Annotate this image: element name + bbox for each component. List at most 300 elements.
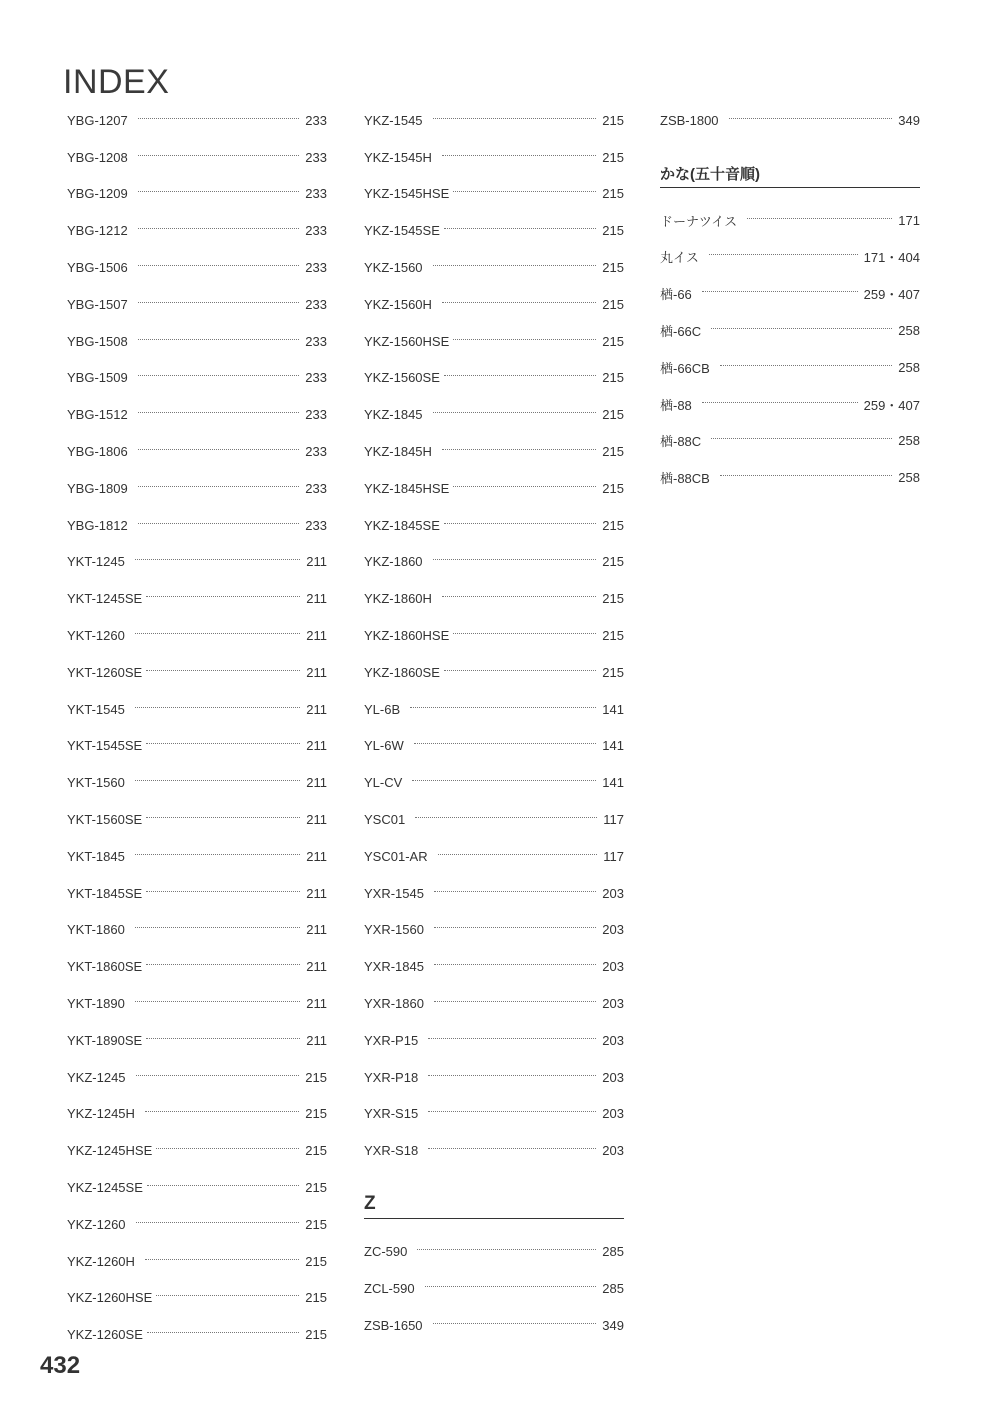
index-entry (364, 801, 624, 838)
dot-leader (453, 633, 596, 634)
dot-leader (434, 927, 596, 928)
entry-page: 211 (306, 775, 327, 791)
entry-name: YKZ-1260SE (67, 1327, 143, 1343)
dot-leader (135, 707, 300, 708)
dot-leader (428, 1075, 596, 1076)
dot-leader (138, 302, 300, 303)
dot-leader (711, 438, 892, 439)
entry-name: YKZ-1860HSE (364, 628, 450, 644)
index-column-2 (364, 102, 624, 1344)
entry-name: YKT-1260SE (67, 664, 143, 680)
dot-leader (434, 964, 596, 965)
dot-leader (147, 1332, 299, 1333)
index-entry (67, 728, 327, 765)
entry-page: 215 (602, 628, 624, 644)
entry-name: 楢-88 (660, 397, 692, 413)
index-entry (67, 249, 327, 286)
index-entry (364, 433, 624, 470)
dot-leader (156, 1295, 299, 1296)
entry-name: YBG-1506 (67, 260, 128, 276)
entry-name: ZC-590 (364, 1244, 408, 1259)
index-entry (364, 139, 624, 176)
index-entry (364, 985, 624, 1022)
entry-name: YKZ-1260 (67, 1216, 126, 1232)
entry-page: 233 (305, 223, 327, 239)
index-entry (67, 433, 327, 470)
index-entry (67, 801, 327, 838)
dot-leader (138, 486, 300, 487)
dot-leader (135, 633, 300, 634)
entry-page: 215 (305, 1216, 327, 1232)
entry-page: 215 (602, 517, 624, 533)
entry-name: YKZ-1545 (364, 112, 423, 128)
index-entry (67, 985, 327, 1022)
dot-leader (428, 1111, 596, 1112)
dot-leader (146, 743, 300, 744)
index-entry (67, 396, 327, 433)
section-heading: かな(五十音順) (660, 163, 920, 188)
index-entry (660, 459, 920, 496)
entry-name: YKZ-1860 (364, 554, 423, 570)
entry-name: YKT-1890 (67, 996, 125, 1012)
dot-leader (702, 402, 858, 403)
dot-leader (146, 1038, 300, 1039)
index-entry (67, 544, 327, 581)
index-entry (67, 948, 327, 985)
entry-name: YBG-1209 (67, 186, 128, 202)
entry-page: 211 (306, 701, 327, 717)
dot-leader (702, 291, 858, 292)
index-entry (364, 1059, 624, 1096)
entry-name: YKT-1560 (67, 775, 125, 791)
dot-leader (147, 1185, 299, 1186)
entry-name: YKZ-1260HSE (67, 1290, 153, 1306)
index-entry (364, 912, 624, 949)
entry-name: YBG-1508 (67, 333, 128, 349)
entry-page: 215 (305, 1106, 327, 1122)
entry-page: 258 (898, 359, 920, 375)
entry-page: 215 (305, 1180, 327, 1195)
index-entry (660, 202, 920, 239)
entry-page: 215 (305, 1069, 327, 1085)
entry-name: 楢-88CB (660, 471, 710, 487)
entry-page: 233 (305, 186, 327, 202)
dot-leader (433, 118, 597, 119)
index-entry (364, 249, 624, 286)
entry-name: YKT-1890SE (67, 1032, 143, 1048)
entry-page: 215 (602, 149, 624, 165)
entry-name: 楢-66C (660, 324, 702, 340)
entry-page: 203 (602, 1032, 624, 1048)
entry-page: 233 (305, 149, 327, 165)
dot-leader (442, 449, 596, 450)
index-entry (660, 239, 920, 276)
entry-name: YKZ-1245SE (67, 1180, 143, 1195)
entry-name: YKZ-1845 (364, 407, 423, 423)
index-entry (660, 312, 920, 349)
entry-page: 215 (602, 112, 624, 128)
entry-name: YXR-S15 (364, 1106, 419, 1122)
index-entry (364, 470, 624, 507)
entry-page: 203 (602, 885, 624, 901)
index-entry (67, 1132, 327, 1169)
entry-name: YKZ-1545HSE (364, 186, 450, 202)
entry-name: 楢-66 (660, 287, 692, 303)
entry-page: 215 (305, 1253, 327, 1269)
dot-leader (711, 328, 892, 329)
index-entry (364, 1270, 624, 1307)
dot-leader (444, 523, 596, 524)
entry-page: 233 (305, 444, 327, 460)
index-entry (67, 212, 327, 249)
index-entry (364, 176, 624, 213)
entry-page: 215 (602, 554, 624, 570)
index-entry (67, 1059, 327, 1096)
index-entry (364, 728, 624, 765)
index-entry (67, 1169, 327, 1206)
entry-page: 211 (306, 554, 327, 570)
index-entry (67, 580, 327, 617)
entry-page: 233 (305, 296, 327, 312)
entry-name: YXR-P15 (364, 1032, 419, 1048)
entry-page: 233 (305, 260, 327, 276)
index-entry (364, 1022, 624, 1059)
index-entry (364, 617, 624, 654)
entry-name: YBG-1809 (67, 480, 128, 496)
dot-leader (145, 1259, 299, 1260)
entry-page: 211 (306, 591, 327, 607)
entry-name: YKT-1845 (67, 848, 125, 864)
section-heading: Z (364, 1193, 624, 1219)
entry-name: YBG-1208 (67, 149, 128, 165)
index-entry (67, 139, 327, 176)
entry-name: YL-6B (364, 701, 401, 717)
entry-page: 215 (305, 1143, 327, 1159)
index-entry (67, 507, 327, 544)
dot-leader (442, 302, 596, 303)
index-entry (67, 1096, 327, 1133)
entry-name: YKT-1560SE (67, 812, 143, 828)
entry-name: YKT-1845SE (67, 885, 143, 901)
dot-leader (146, 596, 300, 597)
entry-name: ドーナツイス (660, 213, 738, 229)
entry-name: YBG-1507 (67, 296, 128, 312)
entry-page: 349 (898, 112, 920, 128)
entry-page: 215 (602, 333, 624, 349)
entry-name: YKT-1245SE (67, 591, 143, 607)
entry-name: YKT-1260 (67, 628, 125, 644)
index-entry (364, 507, 624, 544)
dot-leader (138, 228, 300, 229)
page-number: 432 (40, 1352, 81, 1379)
dot-leader (138, 339, 300, 340)
entry-name: YXR-P18 (364, 1069, 419, 1085)
dot-leader (138, 191, 300, 192)
entry-page: 203 (602, 996, 624, 1012)
entry-page: 117 (603, 812, 624, 828)
entry-name: YKZ-1845H (364, 444, 432, 460)
entry-name: 丸イス (660, 250, 699, 266)
entry-page: 203 (602, 1143, 624, 1159)
entry-page: 203 (602, 1069, 624, 1085)
dot-leader (729, 118, 893, 119)
index-entry (67, 654, 327, 691)
entry-page: 233 (305, 480, 327, 496)
index-entry (660, 275, 920, 312)
dot-leader (444, 670, 596, 671)
dot-leader (442, 596, 596, 597)
entry-page: 215 (602, 444, 624, 460)
index-entry (660, 423, 920, 460)
index-entry (67, 176, 327, 213)
entry-page: 171 (898, 212, 920, 228)
entry-page: 215 (602, 664, 624, 680)
page-title: INDEX (63, 62, 170, 101)
dot-leader (138, 118, 300, 119)
dot-leader (433, 412, 597, 413)
entry-name: YKZ-1545H (364, 149, 432, 165)
index-entry (364, 323, 624, 360)
dot-leader (145, 1111, 299, 1112)
entry-name: YKZ-1560 (364, 260, 423, 276)
dot-leader (135, 927, 300, 928)
entry-page: 233 (305, 407, 327, 423)
entry-page: 211 (306, 885, 327, 901)
entry-name: YKZ-1245H (67, 1106, 135, 1122)
index-entry (67, 691, 327, 728)
entry-page: 215 (602, 186, 624, 202)
dot-leader (433, 559, 597, 560)
index-column-1 (67, 102, 327, 1353)
dot-leader (414, 743, 597, 744)
dot-leader (146, 817, 300, 818)
dot-leader (433, 265, 597, 266)
entry-name: ZSB-1650 (364, 1317, 423, 1333)
dot-leader (425, 1286, 597, 1287)
entry-name: YKZ-1860H (364, 591, 432, 607)
entry-page: 141 (602, 775, 624, 791)
index-entry (67, 1316, 327, 1353)
entry-name: YXR-1560 (364, 922, 424, 938)
dot-leader (156, 1148, 299, 1149)
index-entry (67, 617, 327, 654)
dot-leader (453, 339, 596, 340)
index-entry (364, 1307, 624, 1344)
index-entry (364, 948, 624, 985)
dot-leader (138, 412, 300, 413)
dot-leader (146, 891, 300, 892)
entry-page: 211 (306, 848, 327, 864)
entry-name: YKZ-1560H (364, 296, 432, 312)
dot-leader (146, 670, 300, 671)
entry-name: ZCL-590 (364, 1280, 415, 1296)
entry-name: YXR-1860 (364, 996, 424, 1012)
entry-name: YKZ-1560SE (364, 370, 440, 386)
index-entry (364, 360, 624, 397)
entry-name: YKT-1245 (67, 554, 125, 570)
dot-leader (138, 523, 300, 524)
dot-leader (415, 817, 597, 818)
entry-name: YKZ-1860SE (364, 664, 440, 680)
entry-name: YBG-1812 (67, 517, 128, 533)
dot-leader (747, 218, 892, 219)
entry-page: 211 (306, 959, 327, 975)
index-entry (364, 102, 624, 139)
entry-page: 233 (305, 370, 327, 386)
dot-leader (428, 1148, 596, 1149)
index-entry (67, 1022, 327, 1059)
entry-page: 203 (602, 959, 624, 975)
entry-page: 211 (306, 628, 327, 644)
entry-name: YKT-1860SE (67, 959, 143, 975)
dot-leader (410, 707, 596, 708)
entry-page: 211 (306, 996, 327, 1012)
dot-leader (709, 254, 858, 255)
index-entry (67, 360, 327, 397)
entry-page: 233 (305, 517, 327, 533)
entry-page: 215 (602, 480, 624, 496)
dot-leader (428, 1038, 596, 1039)
dot-leader (146, 964, 300, 965)
index-entry (364, 580, 624, 617)
dot-leader (434, 1001, 596, 1002)
dot-leader (444, 228, 596, 229)
entry-name: YKZ-1245 (67, 1069, 126, 1085)
entry-page: 211 (306, 1032, 327, 1048)
entry-page: 285 (602, 1280, 624, 1296)
entry-page: 215 (305, 1290, 327, 1306)
dot-leader (417, 1249, 596, 1250)
dot-leader (138, 449, 300, 450)
entry-name: YXR-1545 (364, 885, 424, 901)
index-entry (67, 875, 327, 912)
index-entry (364, 396, 624, 433)
entry-name: 楢-88C (660, 434, 702, 450)
entry-page: 211 (306, 738, 327, 754)
entry-page: 233 (305, 333, 327, 349)
entry-page: 258 (898, 323, 920, 339)
index-entry (660, 349, 920, 386)
dot-leader (138, 375, 300, 376)
entry-name: YKZ-1545SE (364, 223, 440, 239)
index-entry (364, 691, 624, 728)
index-entry (67, 912, 327, 949)
entry-page: 215 (602, 296, 624, 312)
dot-leader (453, 191, 596, 192)
dot-leader (720, 475, 892, 476)
entry-page: 211 (306, 812, 327, 828)
index-entry (364, 875, 624, 912)
entry-name: YXR-S18 (364, 1143, 419, 1159)
entry-page: 285 (602, 1244, 624, 1259)
dot-leader (136, 1222, 300, 1223)
dot-leader (444, 375, 596, 376)
entry-name: YSC01-AR (364, 848, 428, 864)
entry-name: YBG-1212 (67, 223, 128, 239)
entry-name: YBG-1512 (67, 407, 128, 423)
entry-name: YKZ-1845SE (364, 517, 440, 533)
dot-leader (136, 1075, 300, 1076)
index-entry (364, 212, 624, 249)
entry-page: 259・407 (863, 287, 920, 303)
dot-leader (135, 854, 300, 855)
entry-page: 258 (898, 470, 920, 486)
entry-page: 233 (305, 112, 327, 128)
index-entry (67, 286, 327, 323)
index-entry (660, 386, 920, 423)
dot-leader (442, 155, 596, 156)
entry-page: 141 (602, 701, 624, 717)
entry-name: YBG-1509 (67, 370, 128, 386)
dot-leader (720, 365, 892, 366)
dot-leader (138, 155, 300, 156)
entry-page: 211 (306, 664, 327, 680)
index-entry (364, 544, 624, 581)
index-column-3 (660, 102, 920, 496)
index-entry (364, 1096, 624, 1133)
entry-page: 117 (603, 848, 624, 864)
index-entry (364, 286, 624, 323)
index-entry (364, 1233, 624, 1270)
entry-name: YSC01 (364, 812, 406, 828)
dot-leader (412, 780, 596, 781)
entry-page: 259・407 (863, 397, 920, 413)
entry-page: 203 (602, 922, 624, 938)
entry-page: 215 (602, 260, 624, 276)
dot-leader (434, 891, 596, 892)
entry-page: 215 (602, 370, 624, 386)
dot-leader (135, 559, 300, 560)
index-entry (67, 1243, 327, 1280)
entry-name: YKZ-1245HSE (67, 1143, 153, 1159)
entry-name: YBG-1207 (67, 112, 128, 128)
entry-name: YL-CV (364, 775, 403, 791)
entry-name: YL-6W (364, 738, 404, 754)
entry-name: YKT-1545SE (67, 738, 143, 754)
dot-leader (438, 854, 598, 855)
entry-page: 215 (602, 223, 624, 239)
index-entry (364, 838, 624, 875)
entry-name: YKZ-1560HSE (364, 333, 450, 349)
entry-name: YXR-1845 (364, 959, 424, 975)
entry-page: 215 (305, 1327, 327, 1343)
entry-page: 141 (602, 738, 624, 754)
dot-leader (135, 780, 300, 781)
dot-leader (433, 1323, 597, 1324)
entry-page: 349 (602, 1317, 624, 1333)
entry-name: ZSB-1800 (660, 112, 719, 128)
index-entry (364, 654, 624, 691)
index-entry (67, 764, 327, 801)
index-entry (67, 838, 327, 875)
index-entry (660, 102, 920, 139)
entry-page: 215 (602, 591, 624, 607)
entry-page: 215 (602, 407, 624, 423)
entry-page: 211 (306, 922, 327, 938)
entry-name: 楢-66CB (660, 360, 710, 376)
entry-page: 171・404 (863, 250, 920, 266)
entry-name: YBG-1806 (67, 444, 128, 460)
entry-name: YKZ-1845HSE (364, 480, 450, 496)
index-entry (67, 1280, 327, 1317)
index-entry (67, 102, 327, 139)
index-entry (67, 323, 327, 360)
entry-page: 203 (602, 1106, 624, 1122)
dot-leader (135, 1001, 300, 1002)
index-entry (67, 1206, 327, 1243)
entry-page: 258 (898, 433, 920, 449)
entry-name: YKT-1860 (67, 922, 125, 938)
